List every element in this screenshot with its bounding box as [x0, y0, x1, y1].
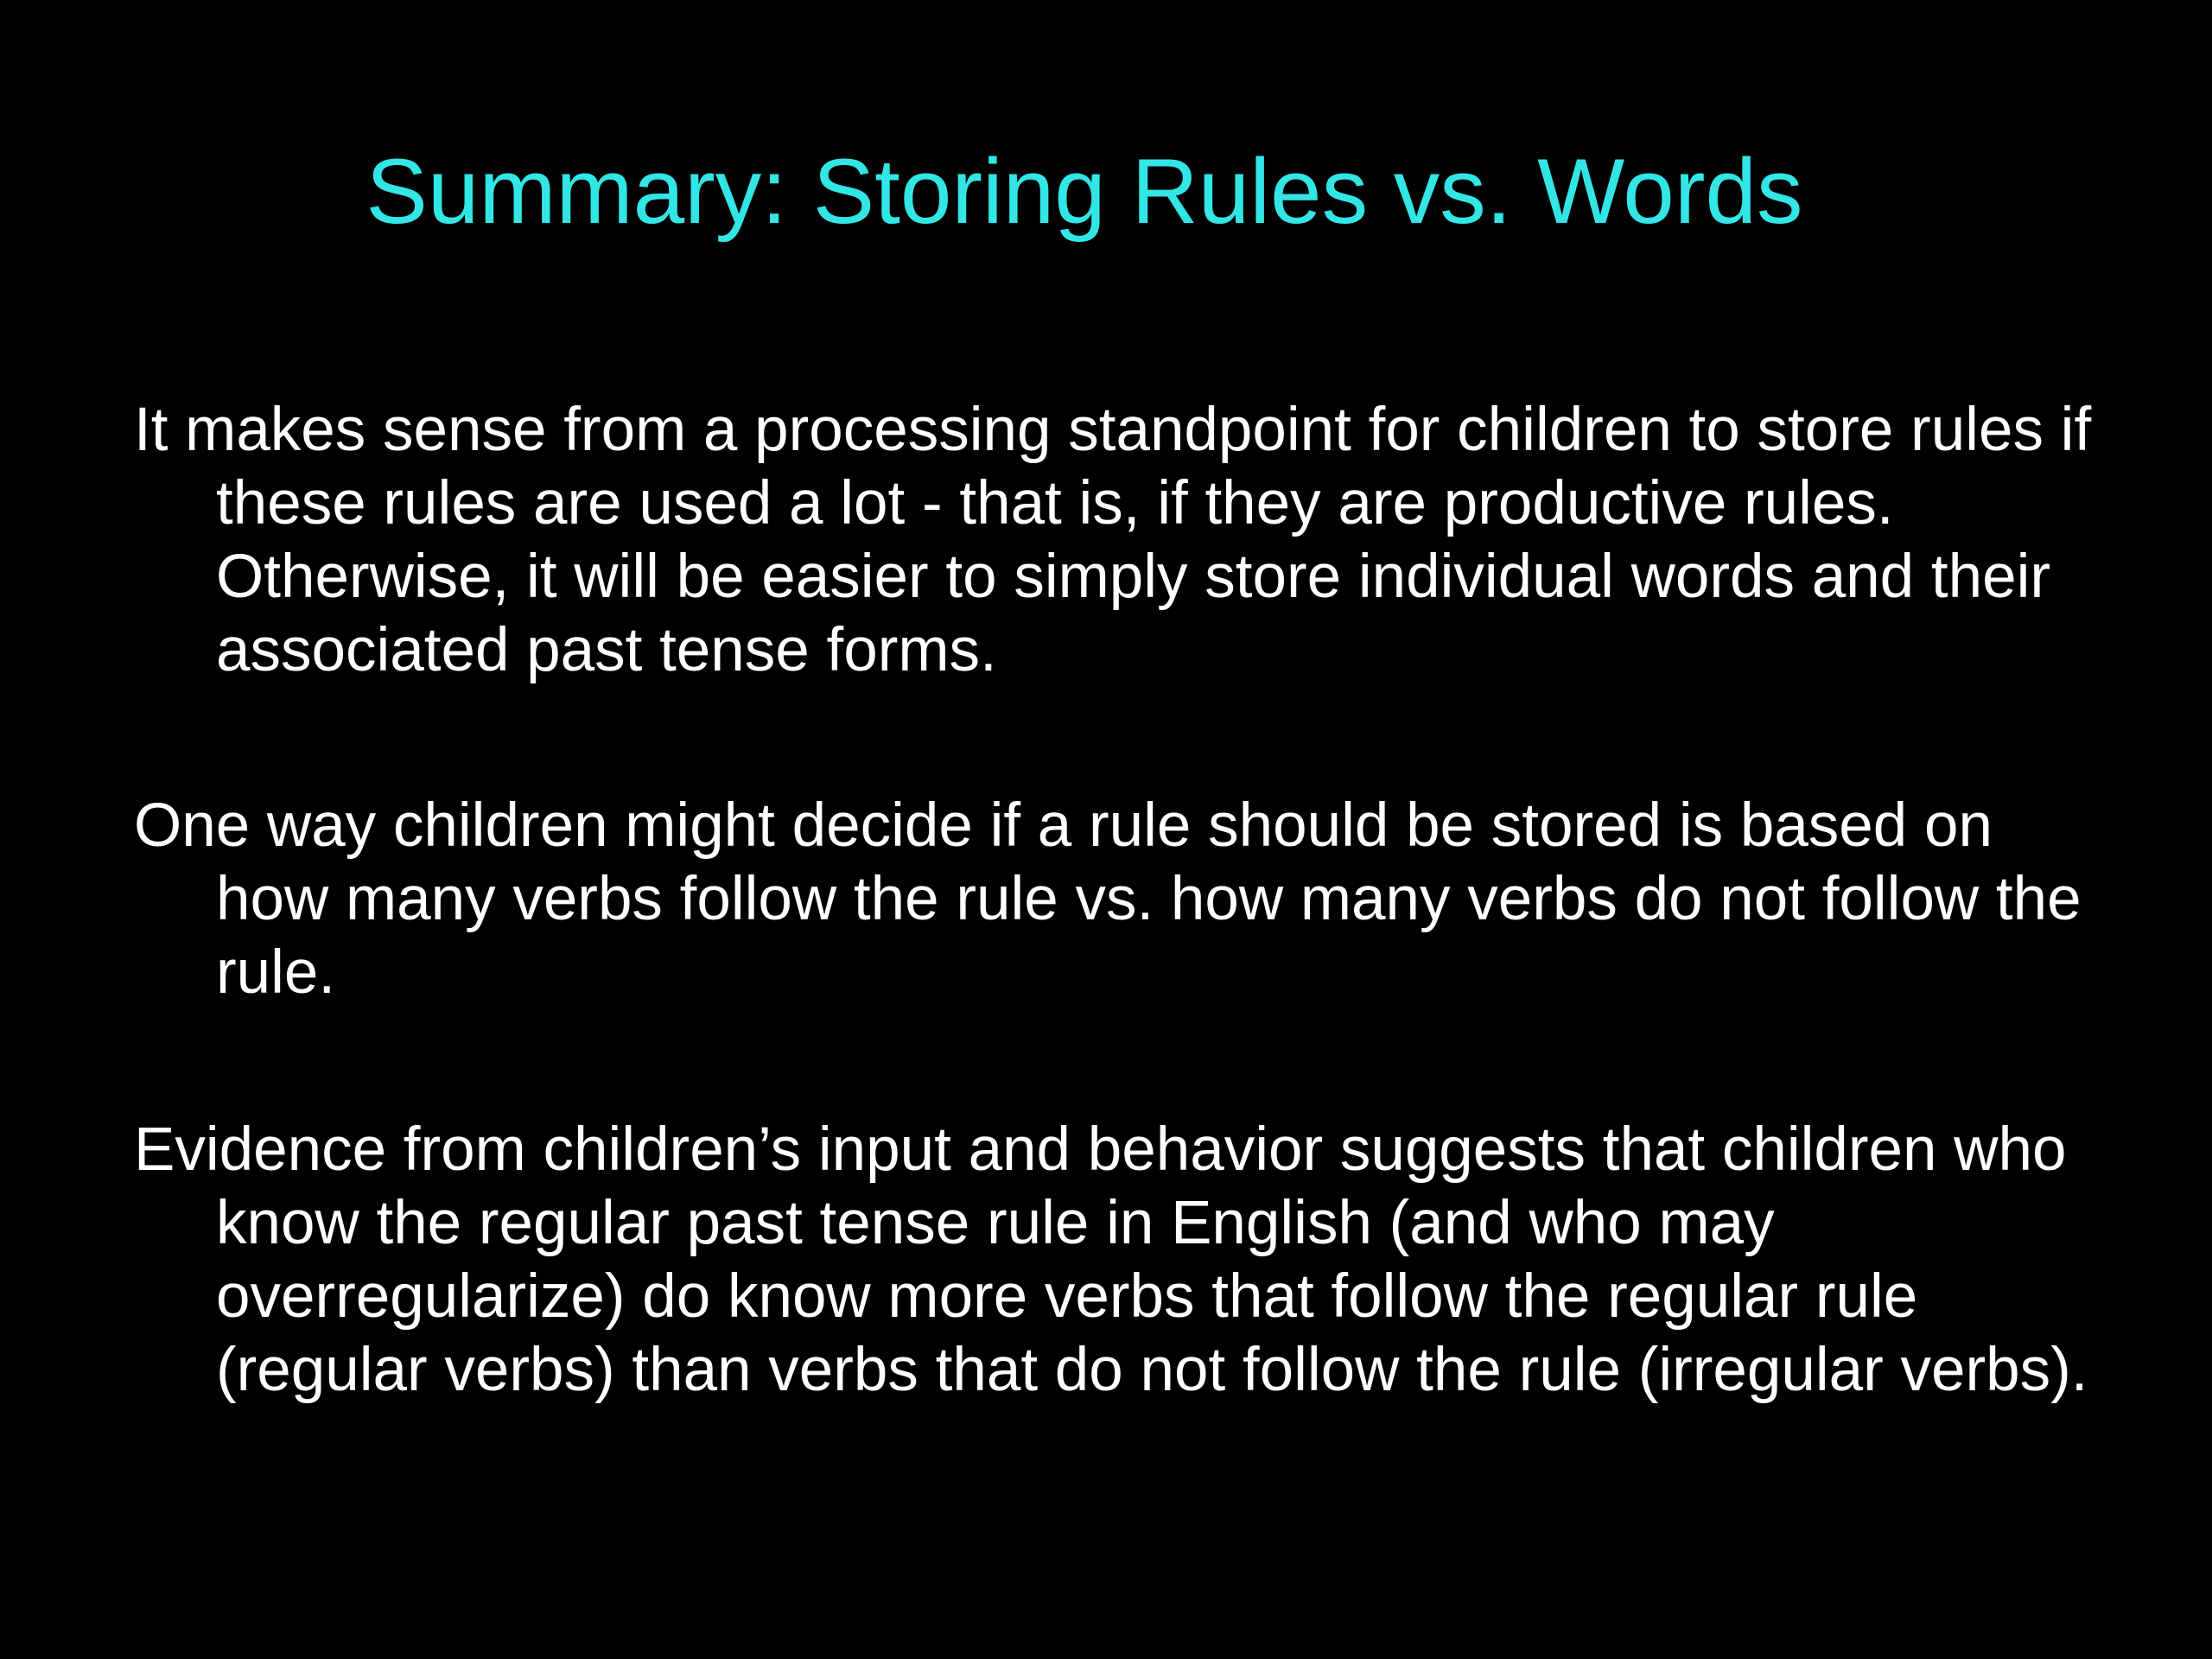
bullet-processing-standpoint: It makes sense from a processing standpoint for children to store rules if these rules are used a lot - that is, if they are productive rules. Otherwise, it will be easier to simply store individual words and their associated past tense forms. [134, 396, 2092, 684]
slide-title: Summary: Storing Rules vs. Words [365, 139, 1803, 243]
bullet-rule-storage-decision: One way children might decide if a rule should be stored is based on how many verbs follow the rule vs. how many verbs do not follow the rule. [134, 791, 2082, 1007]
bullet-list [134, 393, 2121, 1509]
bullet-evidence: Evidence from children’s input and behavior suggests that children who know the regular past tense rule in English (and who may overregularize) do know more verbs that follow the regular rule (regular verbs) than verbs that do not follow the rule (irregular verbs). [134, 1116, 2088, 1404]
